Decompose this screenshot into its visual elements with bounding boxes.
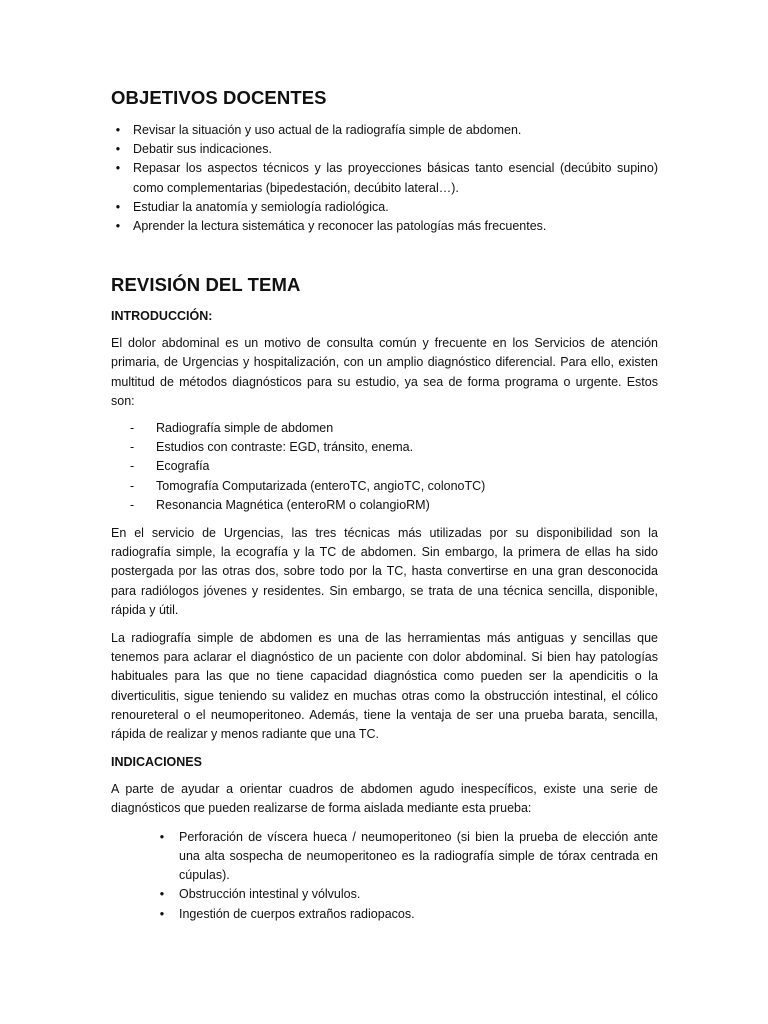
list-item: • Estudiar la anatomía y semiología radiológica. xyxy=(111,198,658,217)
list-item: - Resonancia Magnética (enteroRM o colangioRM) xyxy=(130,496,658,515)
bullet-icon: • xyxy=(159,829,165,844)
dash-icon: - xyxy=(130,478,135,493)
bullet-icon: • xyxy=(159,906,165,921)
list-item: • Obstrucción intestinal y vólvulos. xyxy=(155,885,658,904)
methods-list xyxy=(111,419,658,515)
intro-paragraph-1: El dolor abdominal es un motivo de consulta común y frecuente en los Servicios de atención primaria, de Urgencias y hospitalización, con un amplio diagnóstico diferencial. Para ello, existen multitud de métodos diagnósticos para su estudio, ya sea de forma programa o urgente. Estos son: xyxy=(111,336,658,408)
list-item: - Radiografía simple de abdomen xyxy=(130,419,658,438)
bullet-icon: • xyxy=(115,123,121,137)
list-item: • Repasar los aspectos técnicos y las proyecciones básicas tanto esencial (decúbito supino) como complementarias (bipedestación, decúbito lateral…). xyxy=(111,159,658,197)
indicaciones-list xyxy=(111,828,658,924)
intro-paragraph-3: La radiografía simple de abdomen es una de las herramientas más antiguas y sencillas que tenemos para aclarar el diagnóstico de un paciente con dolor abdominal. Si bien hay patologías habituales para las que no tiene capacidad diagnóstica como pueden ser la apendicitis o la diverticulitis, sigue teniendo su validez en muchas otras como la obstrucción intestinal, el cólico renoureteral o el neumoperitoneo. Además, tiene la ventaja de ser una prueba barata, sencilla, rápida de realizar y menos radiante que una TC. xyxy=(111,631,658,742)
bullet-icon: • xyxy=(115,219,121,234)
bullet-icon: • xyxy=(115,199,121,214)
indicaciones-heading: INDICACIONES xyxy=(111,755,202,770)
list-item: - Tomografía Computarizada (enteroTC, angioTC, colonoTC) xyxy=(130,477,658,496)
list-item: • Aprender la lectura sistemática y reconocer las patologías más frecuentes. xyxy=(111,217,658,236)
bullet-icon: • xyxy=(115,161,121,176)
list-item: - Estudios con contraste: EGD, tránsito, enema. xyxy=(130,438,658,457)
list-item: • Revisar la situación y uso actual de la radiografía simple de abdomen. xyxy=(111,121,658,140)
list-item: • Perforación de víscera hueca / neumoperitoneo (si bien la prueba de elección ante una alta sospecha de neumoperitoneo es la radiografía simple de tórax centrada en cúpulas). xyxy=(155,828,658,886)
list-item: - Ecografía xyxy=(130,457,658,476)
document-content xyxy=(111,86,658,924)
objetivos-heading: OBJETIVOS DOCENTES xyxy=(111,87,327,108)
bullet-icon: • xyxy=(115,142,121,157)
bullet-icon: • xyxy=(159,887,165,902)
revision-heading: REVISIÓN DEL TEMA xyxy=(111,274,301,296)
indicaciones-paragraph: A parte de ayudar a orientar cuadros de abdomen agudo inespecíficos, existe una serie de diagnósticos que pueden realizarse de forma aislada mediante esta prueba: xyxy=(111,782,658,816)
intro-heading: INTRODUCCIÓN: xyxy=(111,309,213,324)
dash-icon: - xyxy=(130,497,135,512)
dash-icon: - xyxy=(130,421,135,436)
dash-icon: - xyxy=(130,459,135,474)
list-item: • Ingestión de cuerpos extraños radiopacos. xyxy=(155,905,658,924)
dash-icon: - xyxy=(130,440,135,455)
list-item: • Debatir sus indicaciones. xyxy=(111,140,658,159)
objetivos-list xyxy=(111,121,658,236)
intro-paragraph-2: En el servicio de Urgencias, las tres técnicas más utilizadas por su disponibilidad son la radiografía simple, la ecografía y la TC de abdomen. Sin embargo, la primera de ellas ha sido postergada por las otras dos, sobre todo por la TC, hasta convertirse en una gran desconocida para radiólogos jóvenes y residentes. Sin embargo, se trata de una técnica sencilla, disponible, rápida y útil. xyxy=(111,526,658,617)
